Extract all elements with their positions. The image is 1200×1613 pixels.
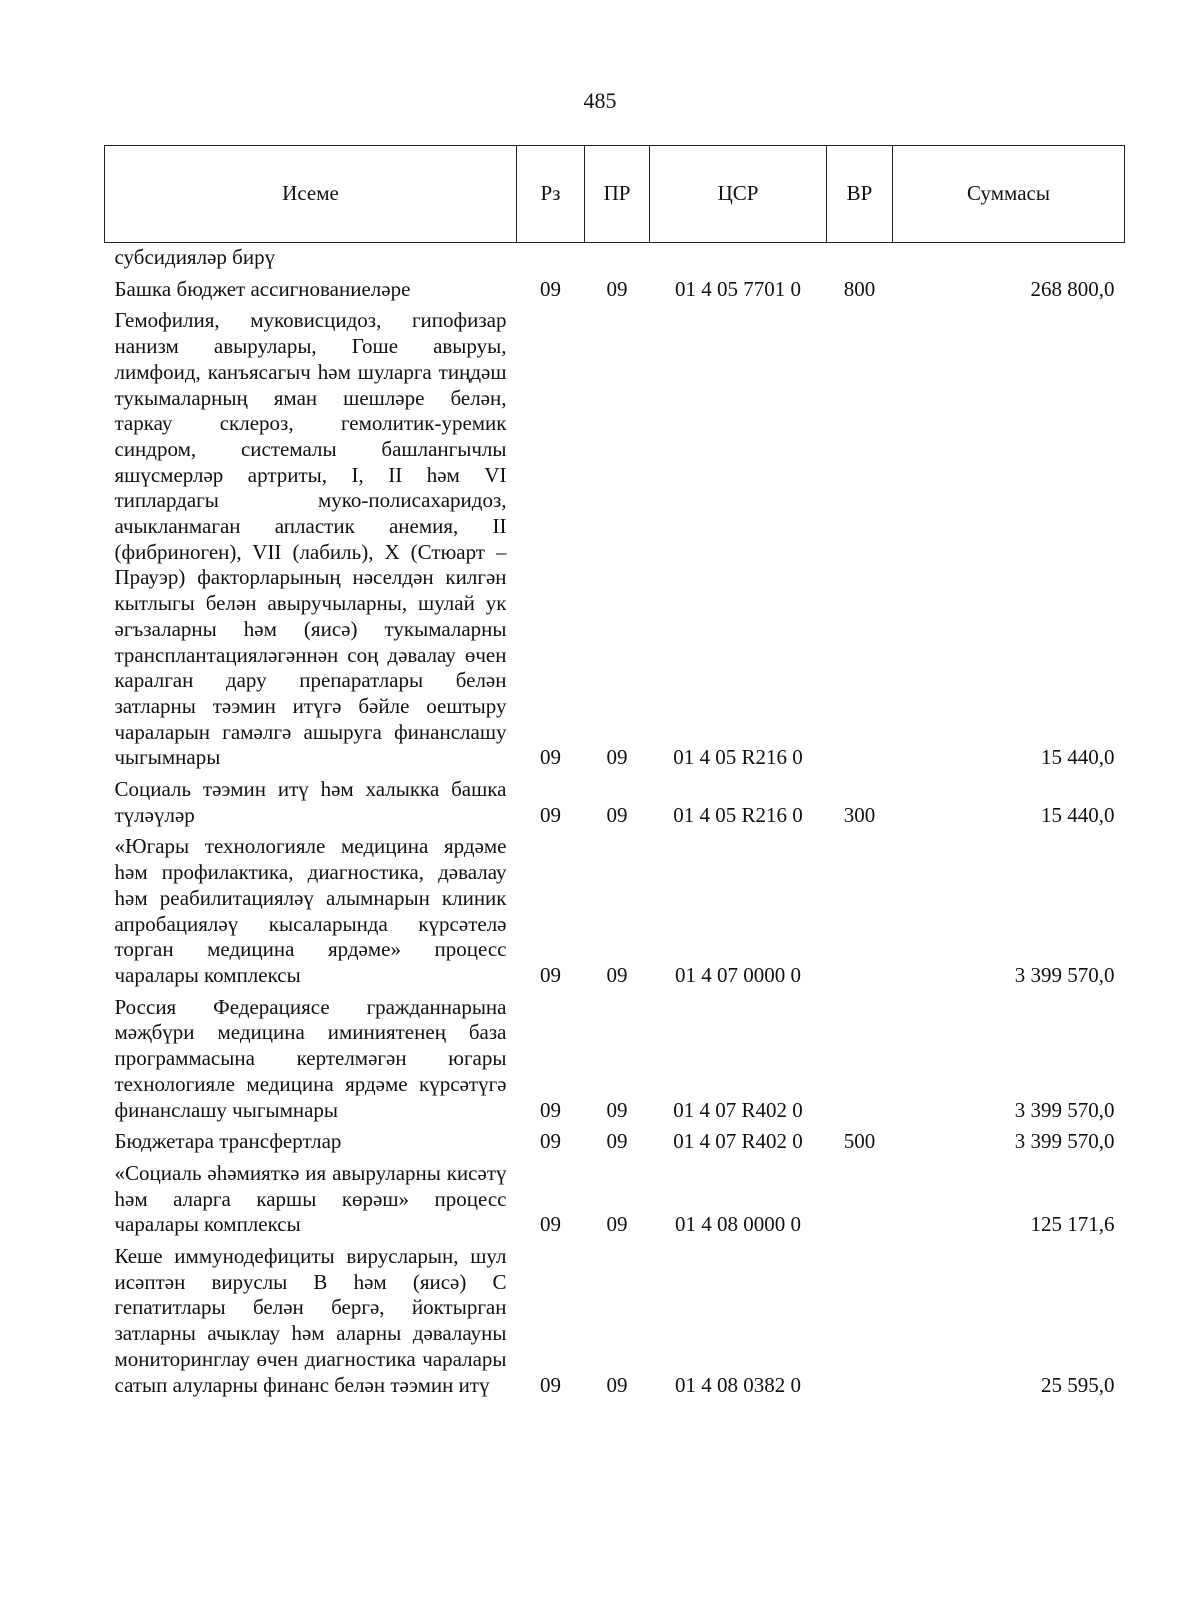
row-pr: 09 xyxy=(606,962,628,987)
row-pr: 09 xyxy=(606,1097,628,1122)
row-rz: 09 xyxy=(540,962,561,987)
row-name: Кеше иммунодефициты вирусларын, шул исәптән вируслы В һәм (яисә) С гепатитлары белән бергә, йоктырган затларны ачыклау һәм аларны дәвалауны мониторинглау өчен диагностика чаралары сатып алуларны финанс белән тәэмин итү xyxy=(114,1244,507,1397)
row-name: субсидияләр бирү xyxy=(114,245,276,269)
row-vr xyxy=(827,302,893,771)
row-csr: 01 4 05 R216 0 xyxy=(673,802,803,827)
row-vr xyxy=(827,828,893,988)
row-pr xyxy=(585,243,650,271)
row-name: Гемофилия, муковисцидоз, гипофизар нанизм авырулары, Гоше авыруы, лимфоид, канъясагыч һәм шуларга тиңдәш тукымаларның яман шешләре белән, таркау склероз, гемолитик-уремик синдром, системалы башлангычлы яшүсмерләр артриты, I, II һәм VI типлардагы муко-полисахаридоз, ачыкланмаган апластик анемия, II (фибриноген), VII (лабиль), X (Стюарт – Прауэр) факторларының нәселдән килгән кытлыгы белән авыручыларны, шулай ук әгъзаларны һәм (яисә) тукымаларны трансплантацияләгәннән соң дәвалау өчен каралган дару препаратлары белән затларны тәэмин итүгә бәйле оештыру чараларын гамәлгә ашыруга финанслашу чыгымнары xyxy=(114,308,507,770)
row-rz: 09 xyxy=(540,1097,561,1122)
table-row xyxy=(105,828,1125,988)
row-sum: 25 595,0 xyxy=(1041,1372,1115,1397)
row-sum: 3 399 570,0 xyxy=(1014,1129,1115,1154)
row-csr: 01 4 08 0382 0 xyxy=(675,1372,801,1397)
row-csr: 01 4 07 R402 0 xyxy=(673,1097,803,1122)
table-row xyxy=(105,771,1125,828)
row-rz: 09 xyxy=(540,745,561,770)
row-sum: 3 399 570,0 xyxy=(1014,962,1115,987)
table-row xyxy=(105,243,1125,271)
table-row xyxy=(105,302,1125,771)
header-vr: ВР xyxy=(827,146,893,243)
row-vr xyxy=(827,1238,893,1398)
table-body xyxy=(105,243,1125,1399)
table-row xyxy=(105,1238,1125,1398)
row-sum: 268 800,0 xyxy=(1030,276,1115,301)
row-vr: 800 xyxy=(843,276,876,301)
row-rz xyxy=(517,243,585,271)
table-row xyxy=(105,1155,1125,1238)
row-vr xyxy=(827,989,893,1124)
row-vr: 300 xyxy=(843,802,876,827)
row-pr: 09 xyxy=(606,1372,628,1397)
row-pr: 09 xyxy=(606,802,628,827)
row-rz: 09 xyxy=(540,1129,561,1154)
row-rz: 09 xyxy=(540,276,561,301)
row-pr: 09 xyxy=(606,1129,628,1154)
budget-table xyxy=(104,145,1125,1398)
header-name: Исеме xyxy=(105,146,517,243)
table-row xyxy=(105,1123,1125,1155)
row-name: «Югары технологияле медицина ярдәме һәм профилактика, диагностика, дәвалау һәм реабилитацияләү алымнарын клиник апробацияләү кысаларында күрсәтелә торган медицина ярдәме» процесс чаралары комплексы xyxy=(114,834,507,987)
row-pr: 09 xyxy=(606,276,628,301)
table-row xyxy=(105,271,1125,303)
header-pr: ПР xyxy=(585,146,650,243)
header-sum: Суммасы xyxy=(893,146,1125,243)
row-vr xyxy=(827,1155,893,1238)
row-csr xyxy=(650,243,827,271)
row-sum: 15 440,0 xyxy=(1041,802,1115,827)
row-sum xyxy=(893,243,1125,271)
row-vr: 500 xyxy=(843,1129,876,1154)
row-pr: 09 xyxy=(606,745,628,770)
header-rz: Рз xyxy=(517,146,585,243)
table-row xyxy=(105,989,1125,1124)
row-csr: 01 4 07 0000 0 xyxy=(675,962,801,987)
row-csr: 01 4 05 R216 0 xyxy=(673,745,803,770)
row-name: Социаль тәэмин итү һәм халыкка башка түләүләр xyxy=(114,777,507,827)
row-rz: 09 xyxy=(540,1372,561,1397)
row-name: Башка бюджет ассигнованиеләре xyxy=(114,276,411,301)
row-sum: 15 440,0 xyxy=(1041,745,1115,770)
row-csr: 01 4 07 R402 0 xyxy=(673,1129,803,1154)
row-csr: 01 4 05 7701 0 xyxy=(675,276,801,301)
row-vr xyxy=(827,243,893,271)
row-rz: 09 xyxy=(540,802,561,827)
row-pr: 09 xyxy=(606,1212,628,1237)
row-csr: 01 4 08 0000 0 xyxy=(675,1212,801,1237)
row-rz: 09 xyxy=(540,1212,561,1237)
row-name: Россия Федерациясе гражданнарына мәҗбүри медицина иминиятенең база программасына кертелмәгән югары технологияле медицина ярдәме күрсәтүгә финанслашу чыгымнары xyxy=(114,994,507,1122)
page-number: 485 xyxy=(583,88,617,113)
row-sum: 125 171,6 xyxy=(1030,1212,1115,1237)
row-name: Бюджетара трансфертлар xyxy=(114,1129,342,1154)
table-header xyxy=(105,146,1125,243)
row-name: «Социаль әһәмияткә ия авыруларны кисәтү һәм аларга каршы көрәш» процесс чаралары комплексы xyxy=(114,1160,507,1237)
header-csr: ЦСР xyxy=(650,146,827,243)
row-sum: 3 399 570,0 xyxy=(1014,1097,1115,1122)
